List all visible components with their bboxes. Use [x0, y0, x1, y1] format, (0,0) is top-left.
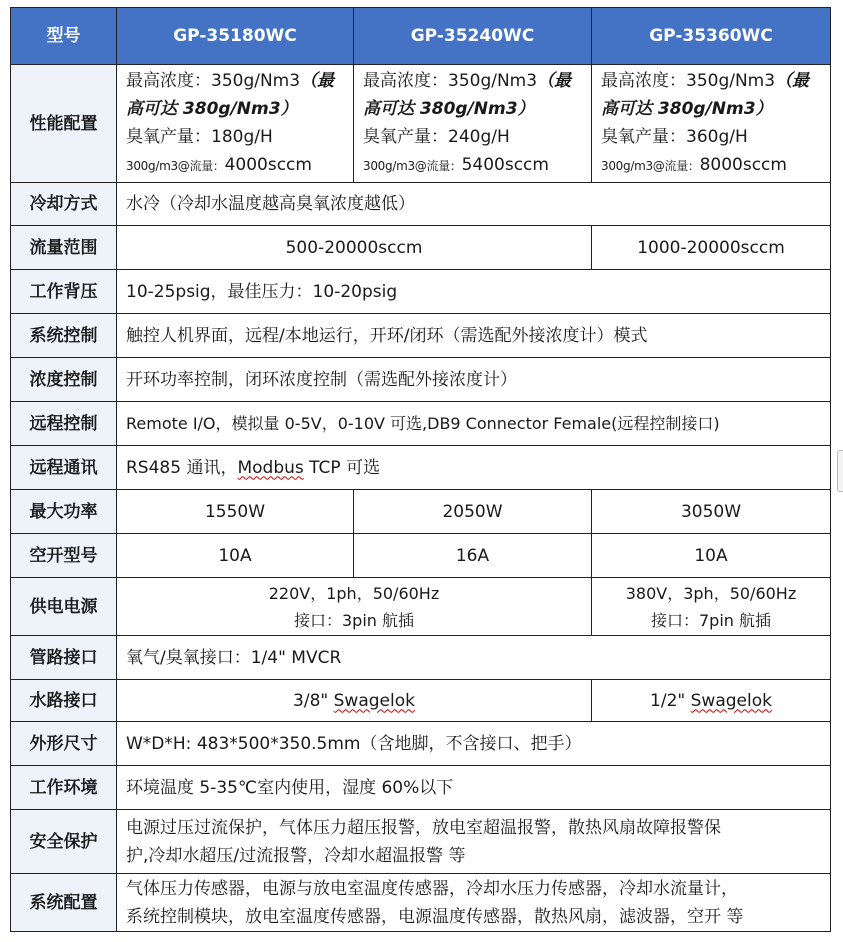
row-system-control [11, 314, 831, 358]
model-header-2: GP-35240WC [354, 8, 592, 65]
max-concentration: 最高浓度：350g/Nm3 [363, 71, 538, 91]
max-possible-cont: 高可达 380g/Nm3） [363, 99, 535, 119]
power-spec: 380V，3ph，50/60Hz [625, 583, 797, 603]
water-size: 3/8" [293, 690, 334, 711]
perf-cell-3 [592, 65, 831, 183]
environment-value: 环境温度 5-35℃室内使用，湿度 60%以下 [117, 766, 831, 810]
max-possible: （最 [775, 71, 810, 91]
max-possible-cont: 高可达 380g/Nm3） [601, 99, 773, 119]
max-concentration: 最高浓度：350g/Nm3 [126, 71, 301, 91]
power-supply-b [592, 578, 831, 636]
config-line: 气体压力传感器，电源与放电室温度传感器，冷却水压力传感器，冷却水流量计， [126, 878, 738, 899]
row-label: 工作环境 [11, 766, 117, 810]
config-value [117, 874, 831, 932]
row-label: 安全保护 [11, 810, 117, 874]
model-header-1: GP-35180WC [117, 8, 354, 65]
ozone-output: 臭氧产量：360g/H [601, 127, 748, 147]
max-possible: （最 [300, 71, 335, 91]
row-config [11, 874, 831, 932]
cooling-value: 水冷（冷却水温度越高臭氧浓度越低） [117, 183, 831, 226]
swagelok-text: Swagelok [690, 690, 772, 711]
row-label: 远程控制 [11, 402, 117, 446]
flow-value: 5400sccm [461, 155, 549, 175]
model-header-3: GP-35360WC [592, 8, 831, 65]
row-remote-control [11, 402, 831, 446]
flow-value: 8000sccm [699, 155, 787, 175]
row-label: 系统配置 [11, 874, 117, 932]
row-label: 外形尺寸 [11, 722, 117, 766]
power-spec: 220V，1ph，50/60Hz [268, 583, 440, 603]
water-value-a [117, 680, 592, 722]
remote-comm-value [117, 446, 831, 490]
row-label: 最大功率 [11, 490, 117, 534]
row-label: 流量范围 [11, 226, 117, 270]
row-label: 性能配置 [11, 65, 117, 183]
power-connector: 接口：7pin 航插 [650, 610, 771, 630]
config-line: 系统控制模块，放电室温度传感器，电源温度传感器，散热风扇，滤波器，空开 等 [126, 906, 744, 927]
back-pressure-value: 10-25psig，最佳压力：10-20psig [117, 270, 831, 314]
row-performance [11, 65, 831, 183]
water-size: 1/2" [650, 690, 691, 711]
row-label: 远程通讯 [11, 446, 117, 490]
row-power-supply [11, 578, 831, 636]
water-value-b [592, 680, 831, 722]
model-header-label: 型号 [11, 8, 117, 65]
perf-cell-1 [117, 65, 354, 183]
system-control-value: 触控人机界面，远程/本地运行，开环/闭环（需选配外接浓度计）模式 [117, 314, 831, 358]
row-label: 系统控制 [11, 314, 117, 358]
row-max-power [11, 490, 831, 534]
perf-cell-2 [354, 65, 592, 183]
ozone-output: 臭氧产量：240g/H [363, 127, 510, 147]
row-cooling [11, 183, 831, 226]
scrollbar-handle[interactable] [837, 450, 843, 492]
max-concentration: 最高浓度：350g/Nm3 [601, 71, 776, 91]
spec-table [10, 7, 831, 932]
row-remote-comm [11, 446, 831, 490]
row-label: 工作背压 [11, 270, 117, 314]
breaker-1: 10A [117, 534, 354, 578]
modbus-text: Modbus [237, 457, 304, 478]
rs485-text: RS485 通讯， [126, 457, 238, 478]
flow-prefix: 300g/m3@流量： [126, 159, 225, 173]
flow-value: 4000sccm [224, 155, 312, 175]
conc-control-value: 开环功率控制，闭环浓度控制（需选配外接浓度计） [117, 358, 831, 402]
max-power-3: 3050W [592, 490, 831, 534]
max-power-1: 1550W [117, 490, 354, 534]
row-flow-range [11, 226, 831, 270]
swagelok-text: Swagelok [333, 690, 415, 711]
dimensions-value: W*D*H: 483*500*350.5mm（含地脚，不含接口、把手） [117, 722, 831, 766]
row-label: 水路接口 [11, 680, 117, 722]
row-dimensions [11, 722, 831, 766]
safety-line: 电源过压过流保护，气体压力超压报警，放电室超温报警，散热风扇故障报警保 [126, 817, 721, 838]
breaker-2: 16A [354, 534, 592, 578]
flow-prefix: 300g/m3@流量： [601, 159, 700, 173]
row-conc-control [11, 358, 831, 402]
pipe-value: 氧气/臭氧接口：1/4" MVCR [117, 636, 831, 680]
row-label: 管路接口 [11, 636, 117, 680]
safety-line: 护,冷却水超压/过流报警，冷却水超温报警 等 [126, 845, 466, 866]
flow-range-value-a: 500-20000sccm [117, 226, 592, 270]
ozone-output: 臭氧产量：180g/H [126, 127, 273, 147]
power-supply-a [117, 578, 592, 636]
row-label: 供电电源 [11, 578, 117, 636]
row-breaker [11, 534, 831, 578]
power-connector: 接口：3pin 航插 [293, 610, 414, 630]
row-label: 空开型号 [11, 534, 117, 578]
row-environment [11, 766, 831, 810]
row-back-pressure [11, 270, 831, 314]
header-row [11, 8, 831, 65]
tcp-text: TCP 可选 [303, 457, 381, 478]
row-label: 浓度控制 [11, 358, 117, 402]
safety-value [117, 810, 831, 874]
row-water [11, 680, 831, 722]
max-power-2: 2050W [354, 490, 592, 534]
row-label: 冷却方式 [11, 183, 117, 226]
remote-control-value: Remote I/O，模拟量 0-5V，0-10V 可选,DB9 Connector Female(远程控制接口) [117, 402, 831, 446]
row-pipe [11, 636, 831, 680]
flow-prefix: 300g/m3@流量： [363, 159, 462, 173]
row-safety [11, 810, 831, 874]
flow-range-value-b: 1000-20000sccm [592, 226, 831, 270]
max-possible: （最 [537, 71, 572, 91]
max-possible-cont: 高可达 380g/Nm3） [126, 99, 298, 119]
breaker-3: 10A [592, 534, 831, 578]
